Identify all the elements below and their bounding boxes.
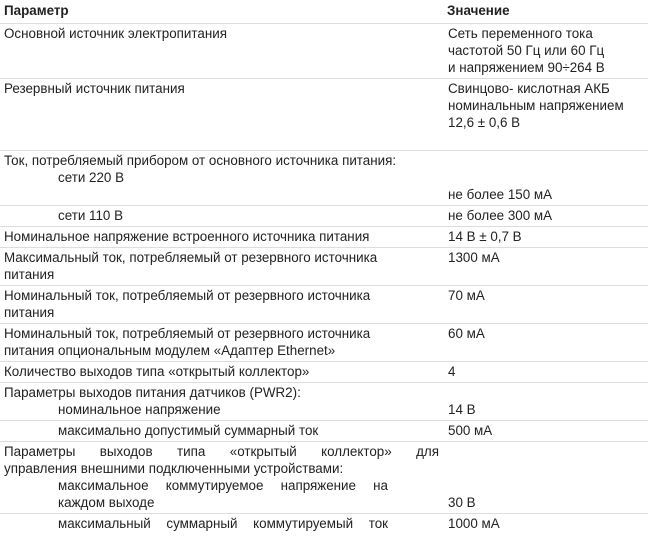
value-cell xyxy=(443,24,648,79)
value-cell xyxy=(443,442,648,514)
spacer xyxy=(448,131,644,148)
parameter-cell xyxy=(0,421,443,442)
parameter-cell xyxy=(0,442,443,514)
table-row xyxy=(0,248,648,286)
value-text: 500 мА xyxy=(448,423,493,438)
spacer xyxy=(448,152,644,169)
parameter-cell xyxy=(0,248,443,286)
value-cell xyxy=(443,206,648,227)
parameter-cell xyxy=(0,362,443,383)
table-row xyxy=(0,286,648,324)
sub-parameter-text: каждом выходе xyxy=(58,495,155,510)
value-text: 1000 мА xyxy=(448,516,500,531)
table-row xyxy=(0,324,648,362)
value-text: 14 В ± 0,7 В xyxy=(448,229,522,244)
table-row xyxy=(0,421,648,442)
value-cell xyxy=(443,151,648,206)
value-cell xyxy=(443,514,648,535)
parameter-text: Номинальный ток, потребляемый от резервного источника xyxy=(4,288,371,303)
column-header-value: Значение xyxy=(443,0,648,24)
spacer xyxy=(448,460,644,477)
parameter-text: Максимальный ток, потребляемый от резервного источника xyxy=(4,250,378,265)
value-text: 30 В xyxy=(448,495,476,510)
spacer xyxy=(448,477,644,494)
sub-parameter-line: максимальный суммарный коммутируемый ток xyxy=(58,516,388,531)
value-text: частотой 50 Гц или 60 Гц xyxy=(448,43,605,58)
value-text: 12,6 ± 0,6 В xyxy=(448,115,521,130)
value-text: и напряжением 90÷264 В xyxy=(448,60,605,75)
sub-parameter-text xyxy=(4,515,439,532)
value-cell xyxy=(443,248,648,286)
parameter-cell xyxy=(0,79,443,151)
sub-parameter-text: сети 110 В xyxy=(58,208,124,223)
parameter-text: Номинальное напряжение встроенного источника питания xyxy=(4,229,370,244)
parameter-text: питания xyxy=(4,267,55,282)
value-text: 14 В xyxy=(448,402,476,417)
column-header-parameter: Параметр xyxy=(0,0,443,24)
value-text: не более 300 мА xyxy=(448,208,553,223)
parameter-text: управления внешними подключенными устройствами: xyxy=(4,461,344,476)
value-cell xyxy=(443,421,648,442)
parameter-text: питания опциональным модулем «Адаптер Ethernet» xyxy=(4,343,336,358)
spacer xyxy=(448,169,644,186)
value-cell xyxy=(443,79,648,151)
parameter-text: Ток, потребляемый прибором от основного источника питания: xyxy=(4,153,397,168)
parameter-text: Номинальный ток, потребляемый от резервного источника xyxy=(4,326,371,341)
value-text: не более 150 мА xyxy=(448,187,553,202)
parameter-text: Параметры выходов питания датчиков (PWR2): xyxy=(4,385,301,400)
table-row xyxy=(0,151,648,206)
value-cell xyxy=(443,324,648,362)
parameter-text: Количество выходов типа «открытый коллектор» xyxy=(4,364,310,379)
parameter-cell xyxy=(0,151,443,206)
parameter-cell xyxy=(0,227,443,248)
value-cell xyxy=(443,286,648,324)
spacer xyxy=(448,443,644,460)
table-row xyxy=(0,227,648,248)
sub-parameter-text xyxy=(4,477,439,494)
table-row xyxy=(0,362,648,383)
sub-parameter-text: максимально допустимый суммарный ток xyxy=(58,423,319,438)
parameter-cell xyxy=(0,383,443,421)
parameter-text: Резервный источник питания xyxy=(4,81,185,96)
parameter-text: Основной источник электропитания xyxy=(4,26,227,41)
spacer xyxy=(448,384,644,401)
parameter-cell xyxy=(0,24,443,79)
table-row xyxy=(0,514,648,535)
sub-parameter-line: максимальное коммутируемое напряжение на xyxy=(58,478,388,493)
value-cell xyxy=(443,383,648,421)
parameter-cell xyxy=(0,514,443,535)
parameter-cell xyxy=(0,324,443,362)
value-text: Сеть переменного тока xyxy=(448,26,593,41)
value-text: 70 мА xyxy=(448,288,485,303)
table-header-row xyxy=(0,0,648,24)
value-text: 1300 мА xyxy=(448,250,500,265)
value-text: Свинцово- кислотная АКБ xyxy=(448,81,610,96)
table-row xyxy=(0,442,648,514)
parameter-text: питания xyxy=(4,305,55,320)
table-row xyxy=(0,206,648,227)
sub-parameter-text: сети 220 В xyxy=(58,170,125,185)
sub-parameter-text: номинальное напряжение xyxy=(58,402,221,417)
table-row xyxy=(0,24,648,79)
parameter-cell xyxy=(0,206,443,227)
table-row xyxy=(0,383,648,421)
value-text: 4 xyxy=(448,364,456,379)
parameter-cell xyxy=(0,286,443,324)
table-row xyxy=(0,79,648,151)
value-cell xyxy=(443,362,648,383)
value-text: 60 мА xyxy=(448,326,485,341)
value-cell xyxy=(443,227,648,248)
parameter-text: Параметры выходов типа «открытый коллектор» для xyxy=(4,444,439,459)
value-text: номинальным напряжением xyxy=(448,98,624,113)
